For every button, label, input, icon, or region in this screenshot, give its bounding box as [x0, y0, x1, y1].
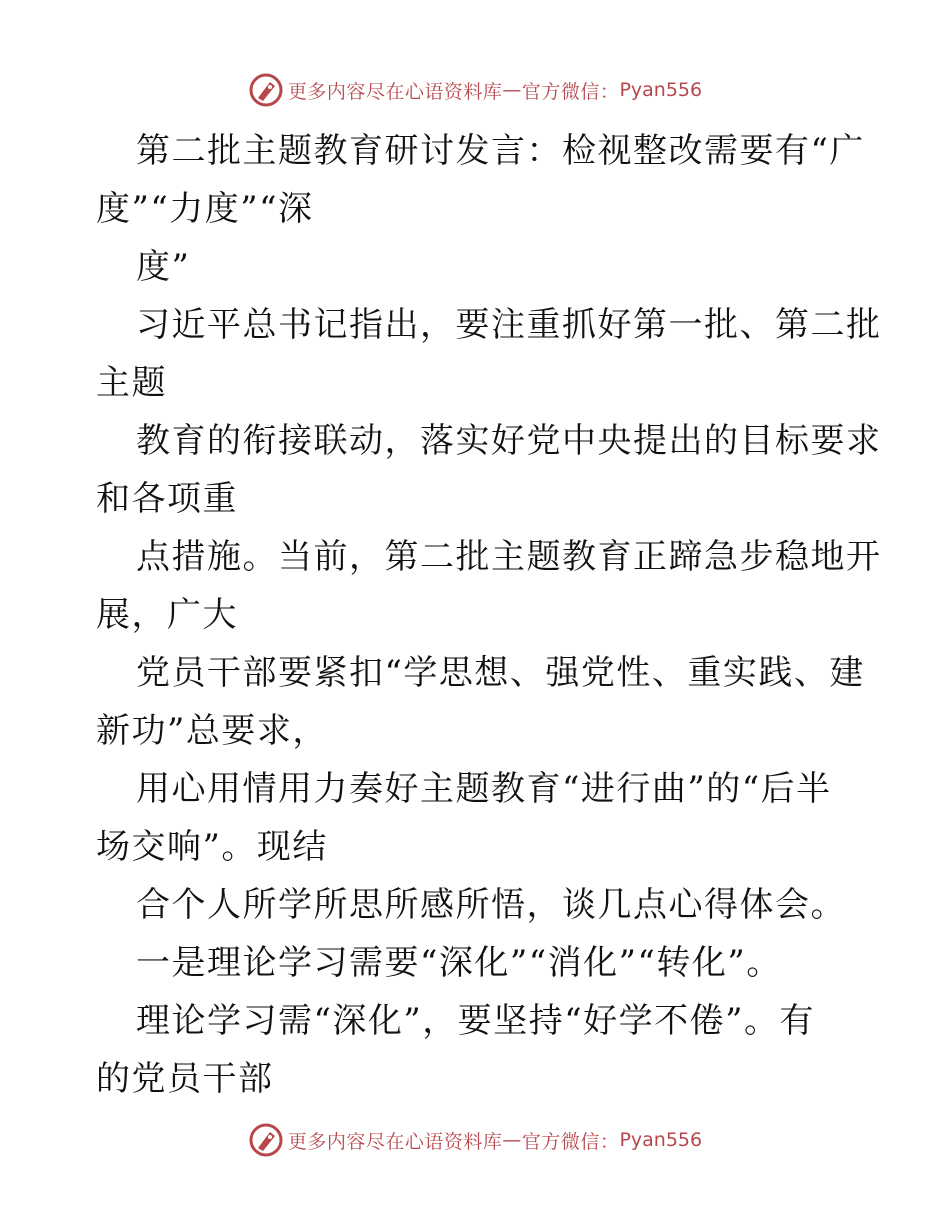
doc-line: 场交响”。现结 [96, 827, 328, 867]
doc-line: 党员干部要紧扣“学思想、强党性、重实践、建 [136, 653, 865, 693]
pen-nib-logo-icon [248, 1122, 284, 1158]
doc-line: 理论学习需“深化”，要坚持“好学不倦”。有 [136, 1001, 816, 1041]
doc-line: 度” [136, 247, 191, 287]
doc-line: 度”“力度”“深 [96, 189, 314, 229]
document-body [96, 122, 882, 1108]
doc-line: 的党员干部 [96, 1059, 274, 1099]
watermark-source-text: 更多内容尽在心语资料库 [287, 1130, 503, 1153]
watermark-banner-bottom [0, 1120, 950, 1160]
watermark-separator: — [502, 1129, 522, 1151]
doc-line: 主题 [96, 363, 167, 403]
doc-line: 点措施。当前，第二批主题教育正蹄急步稳地开 [136, 537, 882, 577]
doc-line: 合个人所学所思所感所悟，谈几点心得体会。 [136, 885, 846, 925]
doc-line: 一是理论学习需要“深化”“消化”“转化”。 [136, 943, 782, 983]
doc-line: 习近平总书记指出，要注重抓好第一批、第二批 [136, 305, 882, 345]
watermark-wechat-label: 官方微信： [521, 80, 620, 103]
doc-line: 和各项重 [96, 479, 238, 519]
watermark-wechat-id: Pyan556 [619, 1129, 703, 1151]
watermark-wechat-id: Pyan556 [619, 79, 703, 101]
pen-nib-logo-icon [248, 72, 284, 108]
doc-line: 用心用情用力奏好主题教育“进行曲”的“后半 [136, 769, 832, 809]
doc-line: 展，广大 [96, 595, 238, 635]
watermark-separator: — [502, 79, 522, 101]
watermark-banner-top [0, 70, 950, 110]
watermark-source-text: 更多内容尽在心语资料库 [287, 80, 503, 103]
watermark-wechat-label: 官方微信： [521, 1130, 620, 1153]
doc-line: 新功”总要求， [96, 711, 328, 751]
doc-line: 教育的衔接联动，落实好党中央提出的目标要求 [136, 421, 882, 461]
doc-line: 第二批主题教育研讨发言：检视整改需要有“广 [136, 131, 865, 171]
